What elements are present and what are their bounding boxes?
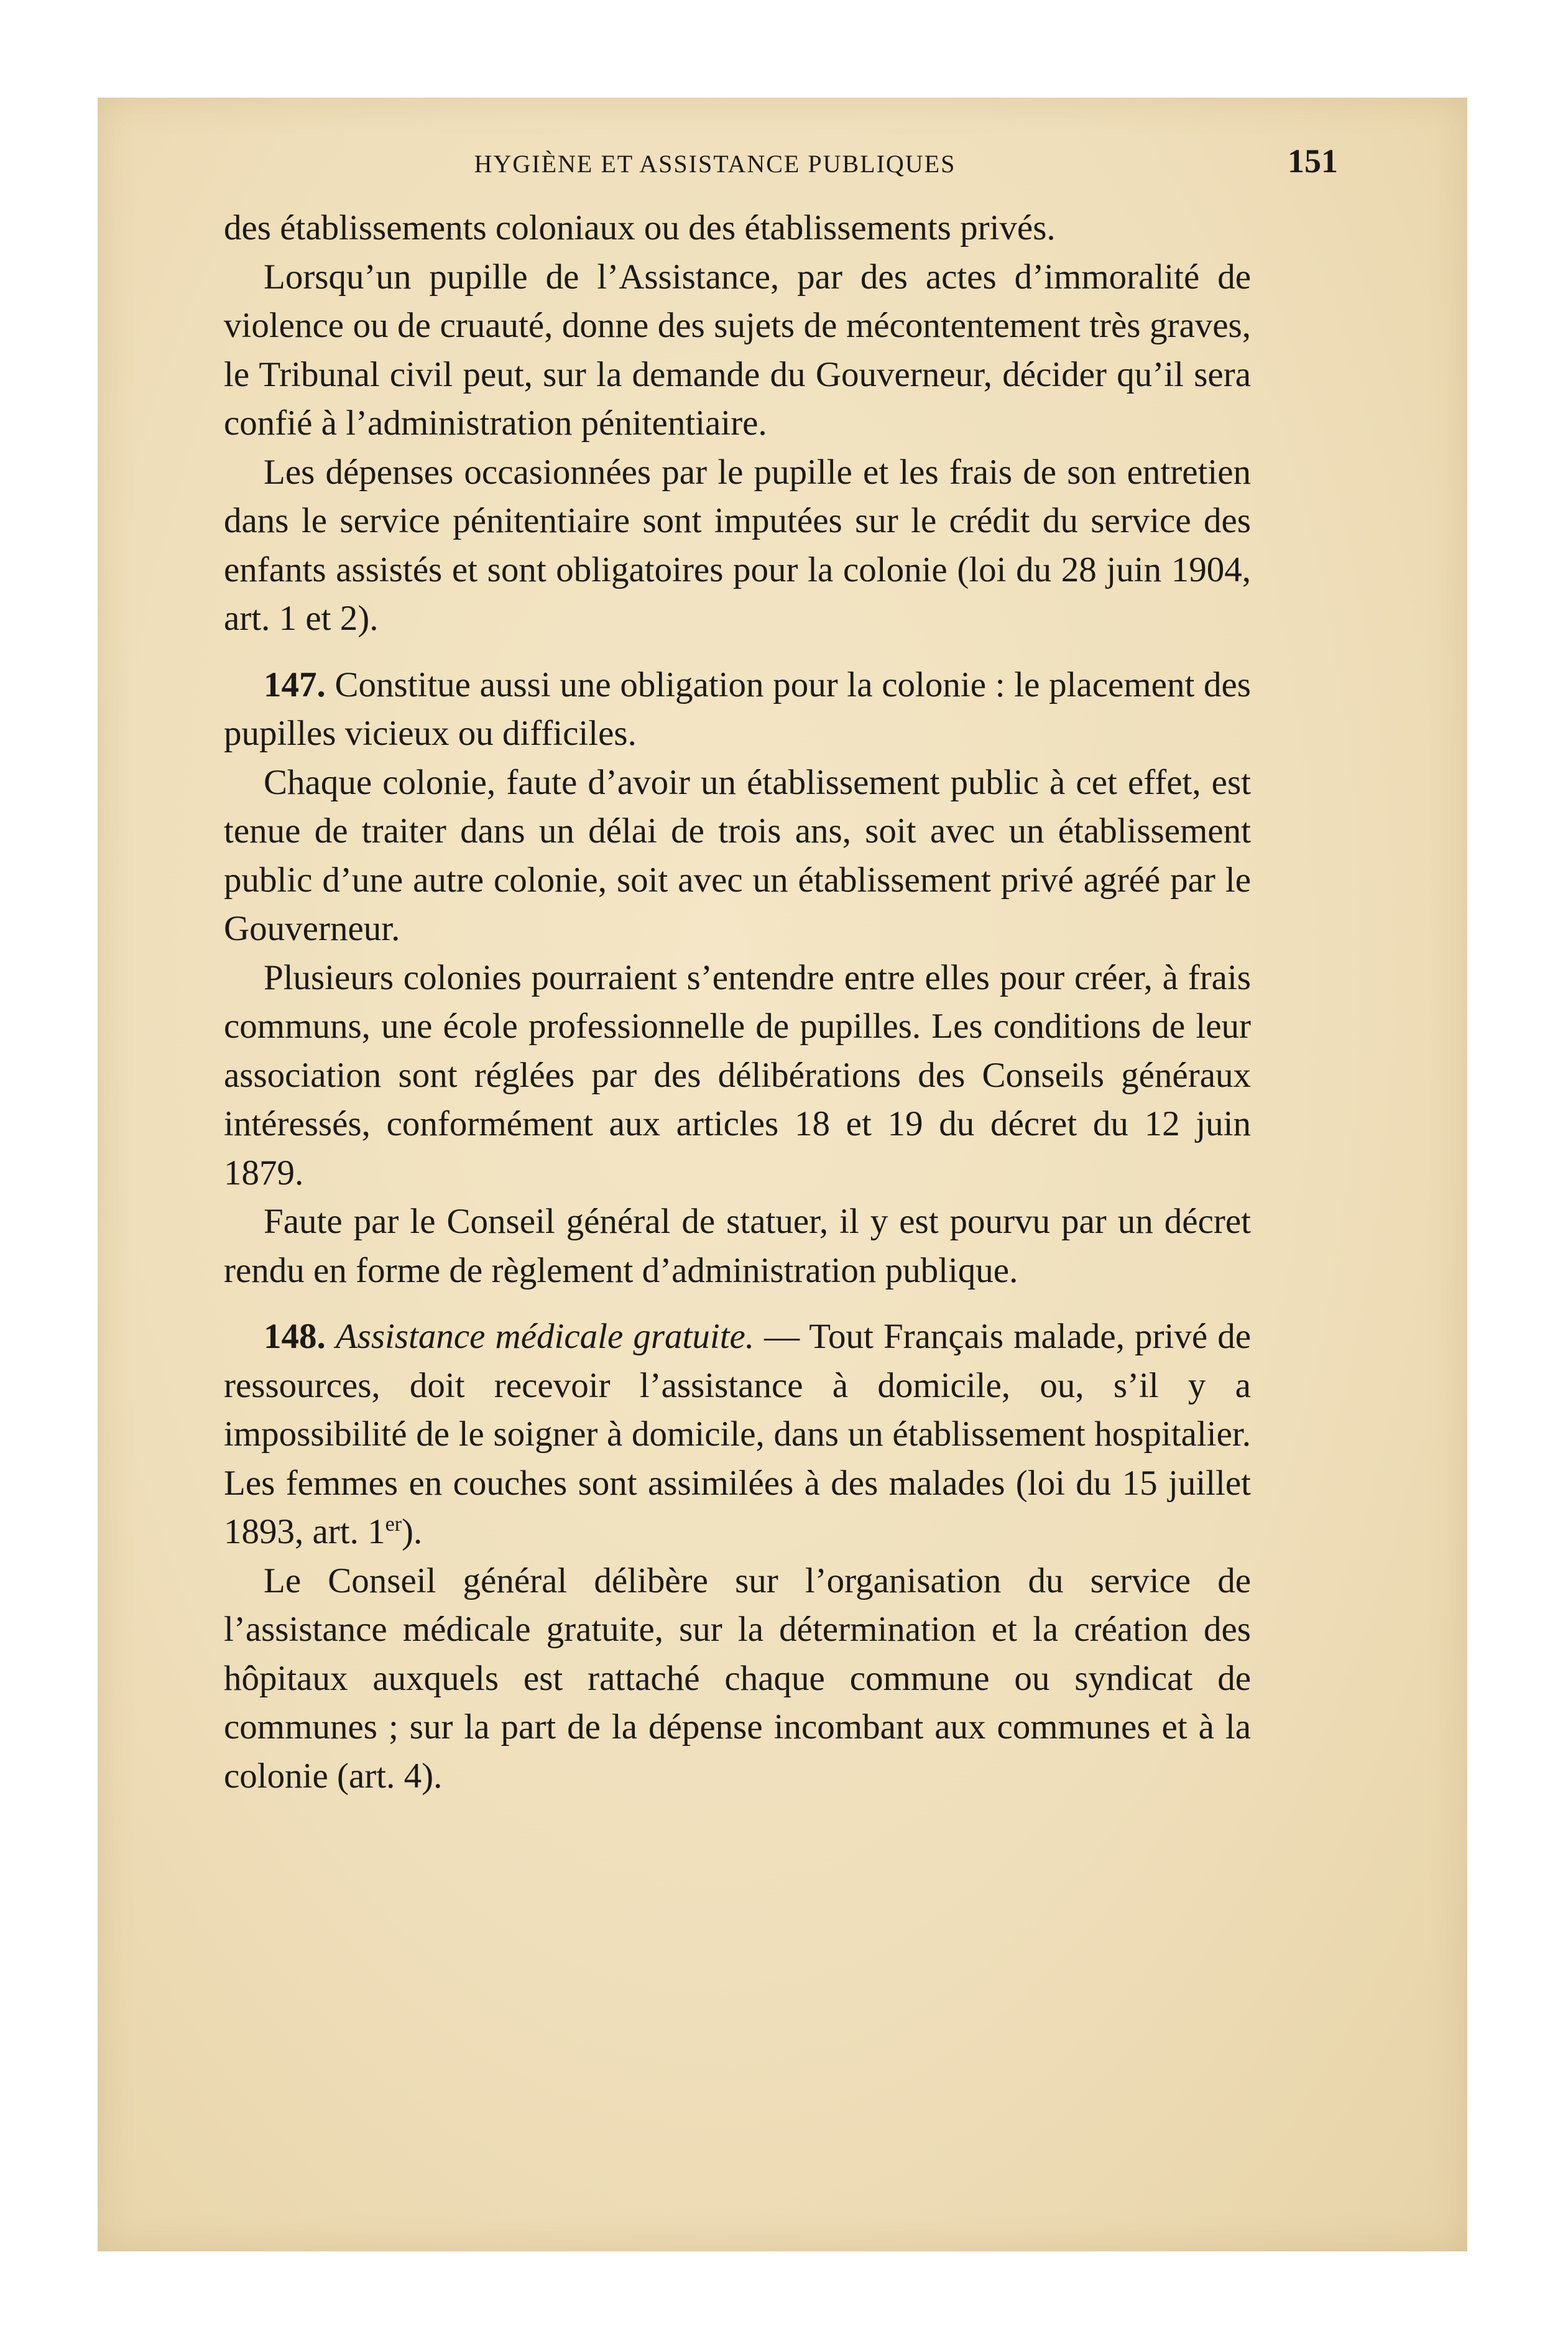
body-text (224, 204, 1251, 1801)
paragraph: Lorsqu’un pupille de l’Assistance, par des actes d’immoralité de violence ou de cruauté, donne des sujets de mécontentement très graves, le Tribunal civil peut, sur la demande du Gouverneur, décider qu’il sera confié à l’administration pénitentiaire. (224, 257, 1251, 443)
paragraph: Faute par le Conseil général de statuer, il y est pourvu par un décret rendu en forme de règlement d’administration publique. (224, 1202, 1251, 1290)
paragraph: Plusieurs colonies pourraient s’entendre entre elles pour créer, à frais communs, une école professionnelle de pupilles. Les conditions de leur association sont réglées par des délibérations des Conseils généraux intéressés, conformément aux articles 18 et 19 du décret du 12 juin 1879. (224, 958, 1251, 1193)
paragraph: Le Conseil général délibère sur l’organisation du service de l’assistance médicale gratuite, sur la détermination et la création des hôpitaux auxquels est rattaché chaque commune ou syndicat de communes ; sur la part de la dépense incombant aux communes et à la colonie (art. 4). (224, 1561, 1251, 1796)
section-number: 148. (264, 1317, 326, 1356)
section-number: 147. (264, 665, 326, 704)
paragraph: Chaque colonie, faute d’avoir un établissement public à cet effet, est tenue de traiter dans un délai de trois ans, soit avec un établissement public d’une autre colonie, soit avec un établissement privé agréé par le Gouverneur. (224, 762, 1251, 948)
section-147 (224, 661, 1251, 759)
section-title: Assistance médicale gratuite. (335, 1317, 755, 1356)
paragraph: Les dépenses occasionnées par le pupille et les frais de son entretien dans le service pénitentiaire sont imputées sur le crédit du service des enfants assistés et sont obligatoires pour la colonie (loi du 28 juin 1904, art. 1 et 2). (224, 452, 1251, 638)
section-text: Constitue aussi une obligation pour la colonie : le placement des pupilles vicieux ou difficiles. (224, 665, 1251, 753)
section-text-end: ). (402, 1512, 423, 1551)
section-148 (224, 1313, 1251, 1557)
paragraph-continuation: des établissements coloniaux ou des établissements privés. (224, 208, 1056, 247)
page-number: 151 (1288, 142, 1338, 180)
section-text: — Tout Français malade, privé de ressources, doit recevoir l’assistance à domicile, ou, s’il y a impossibilité de le soigner à domicile, dans un établissement hospitalier. Les femmes en couches sont assimilées à des malades (loi du 15 juillet 1893, art. 1 (224, 1317, 1252, 1551)
superscript: er (385, 1513, 402, 1536)
running-title: HYGIÈNE ET ASSISTANCE PUBLIQUES (474, 150, 956, 178)
